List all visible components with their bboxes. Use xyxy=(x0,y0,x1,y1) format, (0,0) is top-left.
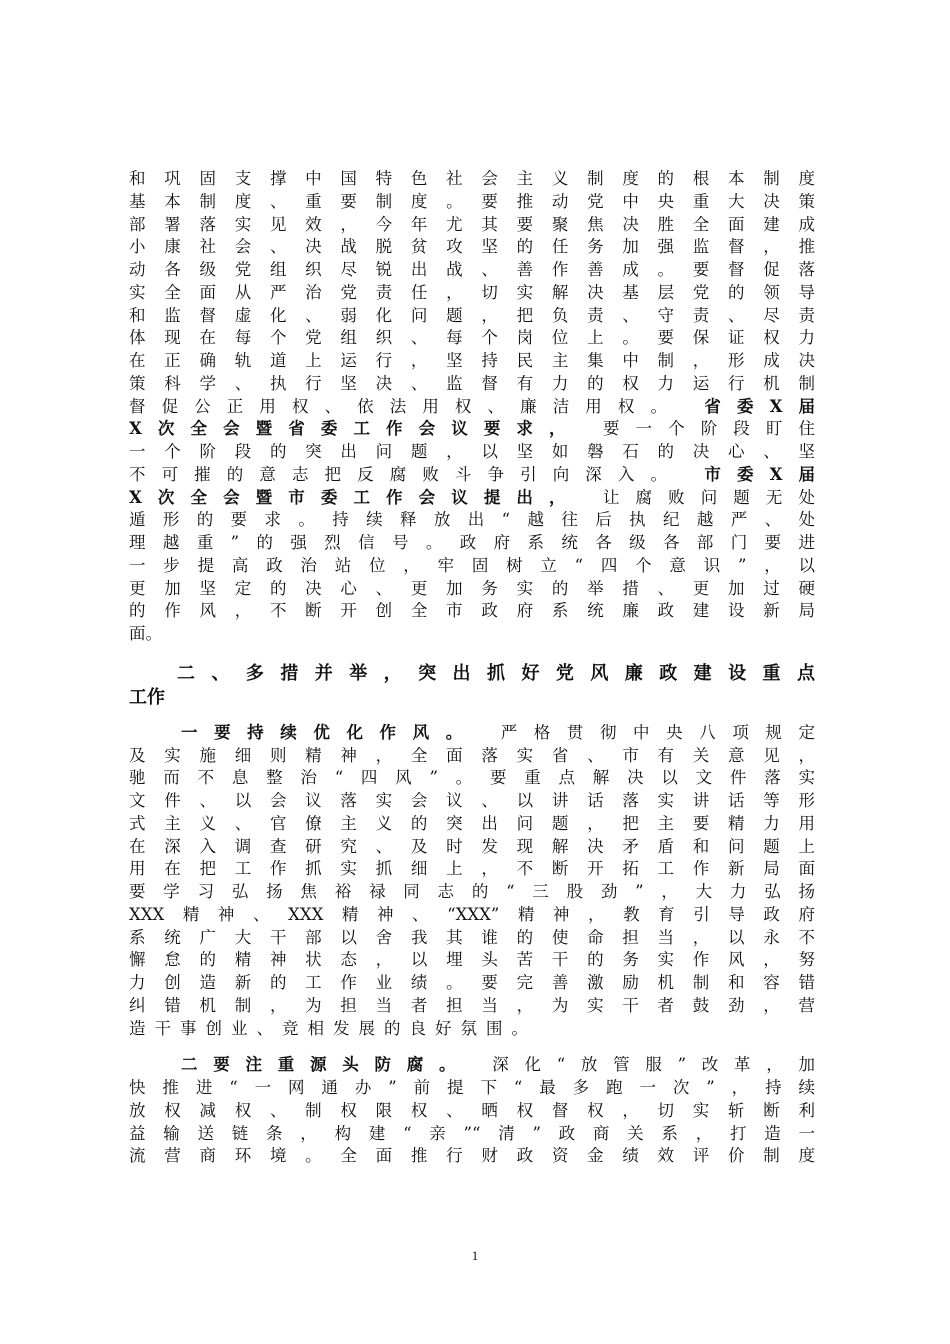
normal-text: 不可摧的意志把反腐败斗争引向深入。 xyxy=(129,464,684,484)
paragraph-line-mixed xyxy=(129,487,815,510)
paragraph-line: 和监督虚化、弱化问题，把负责、守责、尽责 xyxy=(129,305,815,325)
paragraph-line: 快推进“一网通办”前提下“最多跑一次”，持续 xyxy=(129,1078,815,1097)
paragraph-line: 一个阶段的突出问题，以坚如磐石的决心、坚 xyxy=(129,442,815,461)
normal-text: 让腐败问题无处 xyxy=(602,487,815,507)
spacer xyxy=(129,1040,815,1054)
paragraph-line: 一步提高政治站位，牢固树立“四个意识”，以 xyxy=(129,555,815,575)
paragraph-line: 小康社会、决战脱贫攻坚的任务加强监督，推 xyxy=(129,237,815,257)
spacer xyxy=(129,710,815,722)
spacer xyxy=(129,646,815,662)
bold-emphasis: 省委X届 xyxy=(704,396,816,416)
paragraph-line: 文件、以会议落实会议、以讲话落实讲话等形 xyxy=(129,791,815,810)
paragraph-line: 和巩固支撑中国特色社会主义制度的根本制度 xyxy=(129,169,815,188)
paragraph-line: 纠错机制，为担当者担当，为实干者鼓劲，营 xyxy=(129,995,815,1015)
paragraph-line: 策科学、执行坚决、监督有力的权力运行机制 xyxy=(129,373,815,393)
paragraph-2 xyxy=(129,722,815,1041)
paragraph-line: 流营商环境。全面推行财政资金绩效评价制度 xyxy=(129,1146,815,1166)
document-body xyxy=(129,168,815,1168)
paragraph-line-mixed xyxy=(129,722,815,745)
paragraph-line: 式主义、官僚主义的突出问题，把主要精力用 xyxy=(129,813,815,833)
paragraph-line: 的作风，不断开创全市政府系统廉政建设新局 xyxy=(129,601,815,621)
paragraph-line: 用在把工作抓实抓细上，不断开拓工作新局面 xyxy=(129,859,815,879)
paragraph-line: 要学习弘扬焦裕禄同志的“三股劲”，大力弘扬 xyxy=(129,882,815,901)
paragraph-line-mixed xyxy=(129,396,815,419)
paragraph-line: 在深入调查研究、及时发现解决矛盾和问题上 xyxy=(129,836,815,856)
normal-text: 严格贯彻中央八项规定 xyxy=(500,722,816,742)
paragraph-line: 理越重”的强烈信号。政府系统各级各部门要进 xyxy=(129,533,815,552)
paragraph-line: 益输送链条，构建“亲”“清”政商关系，打造一 xyxy=(129,1123,815,1143)
paragraph-line-mixed xyxy=(129,464,815,487)
section-heading-line: 二、多措并举，突出抓好党风廉政建设重点 xyxy=(177,662,815,684)
bold-emphasis: 一要持续优化作风。 xyxy=(181,722,479,742)
bold-emphasis: 二要注重源头防腐。 xyxy=(181,1055,472,1075)
paragraph-line: XXX精神、XXX精神、“XXX”精神，教育引导政府 xyxy=(129,904,815,924)
paragraph-line: 更加坚定的决心、更加务实的举措、更加过硬 xyxy=(129,578,815,598)
section-heading-line: 工作 xyxy=(129,686,165,708)
paragraph-line: 懈怠的精神状态，以埋头苦干的务实作风，努 xyxy=(129,950,815,970)
bold-emphasis: 市委X届 xyxy=(704,464,816,484)
paragraph-line-mixed xyxy=(129,1054,815,1077)
paragraph-line: 实全面从严治党责任，切实解决基层党的领导 xyxy=(129,282,815,302)
paragraph-line: 动各级党组织尽锐出战、善作善成。要督促落 xyxy=(129,260,815,279)
page-number: 1 xyxy=(471,1248,479,1263)
paragraph-1 xyxy=(129,168,815,646)
section-heading xyxy=(129,662,815,686)
normal-text: 要一个阶段盯住 xyxy=(602,419,815,439)
paragraph-3 xyxy=(129,1054,815,1168)
paragraph-line: 力创造新的工作业绩。要完善激励机制和容错 xyxy=(129,973,815,992)
paragraph-line: 及实施细则精神，全面落实省、市有关意见， xyxy=(129,745,815,765)
bold-emphasis: X次全会暨省委工作会议要求， xyxy=(129,419,582,439)
paragraph-line: 基本制度、重要制度。要推动党中央重大决策 xyxy=(129,191,815,211)
paragraph-line: 体现在每个党组织、每个岗位上。要保证权力 xyxy=(129,328,815,348)
paragraph-line: 驰而不息整治“四风”。要重点解决以文件落实 xyxy=(129,768,815,788)
paragraph-line: 放权减权、制权限权、晒权督权，切实斩断利 xyxy=(129,1100,815,1120)
paragraph-line-mixed xyxy=(129,418,815,441)
normal-text: 深化“放管服”改革，加 xyxy=(492,1055,816,1075)
paragraph-line-last: 面。 xyxy=(129,624,162,643)
paragraph-line: 遁形的要求。持续释放出“越往后执纪越严、处 xyxy=(129,510,815,530)
bold-emphasis: X次全会暨市委工作会议提出， xyxy=(129,487,582,507)
paragraph-line: 部署落实见效，今年尤其要聚焦决胜全面建成 xyxy=(129,214,815,234)
paragraph-line: 系统广大干部以舍我其谁的使命担当，以永不 xyxy=(129,927,815,947)
normal-text: 督促公正用权、依法用权、廉洁用权。 xyxy=(129,396,684,416)
section-heading-continuation xyxy=(129,686,815,710)
paragraph-line: 在正确轨道上运行，坚持民主集中制，形成决 xyxy=(129,351,815,370)
paragraph-line-last: 造干事创业、竞相发展的良好氛围。 xyxy=(129,1018,537,1038)
